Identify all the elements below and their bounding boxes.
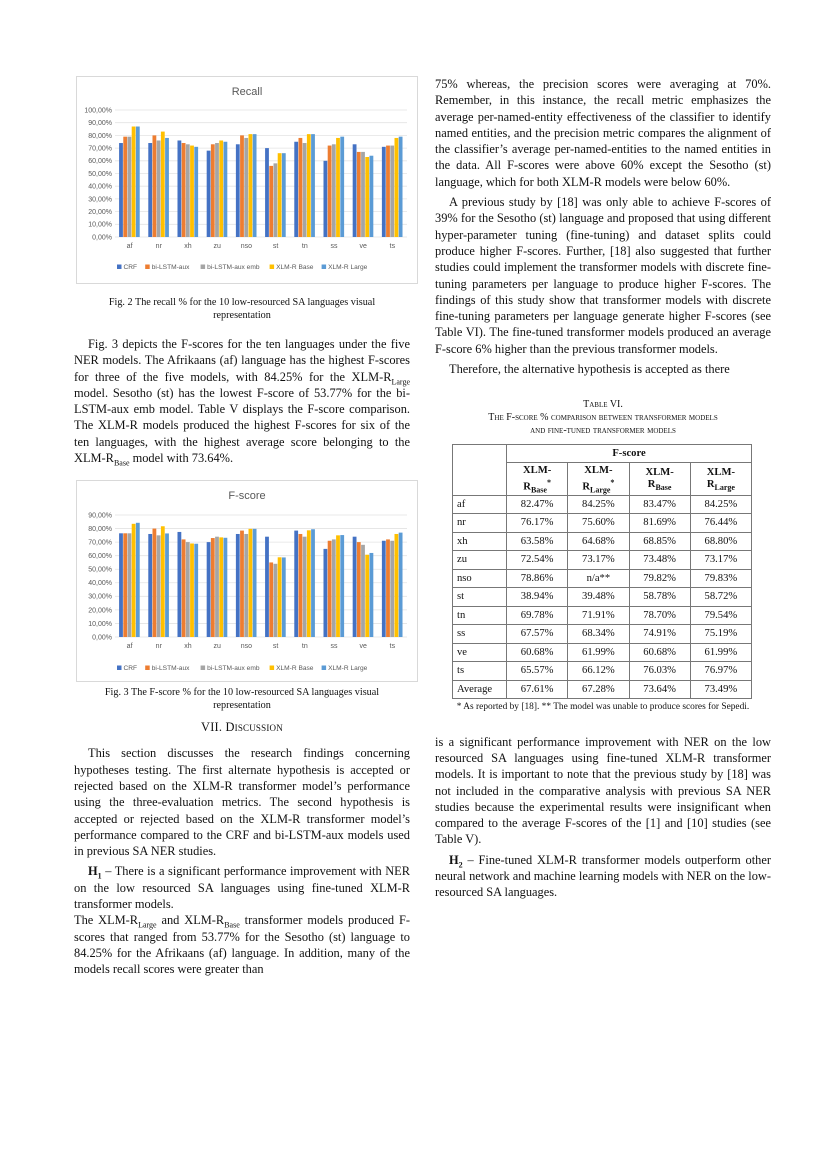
x-tick-label: af bbox=[126, 643, 133, 651]
bar-crf-af bbox=[119, 143, 123, 237]
bar-crf-tn bbox=[294, 142, 298, 237]
bar-xlm-r-large-ts bbox=[399, 137, 403, 237]
score-cell: 72.54% bbox=[507, 551, 568, 570]
score-cell: 76.17% bbox=[507, 514, 568, 533]
bar-crf-ve bbox=[353, 537, 357, 637]
bar-xlm-r-base-zu bbox=[219, 538, 223, 638]
bar-xlm-r-base-nso bbox=[249, 529, 253, 637]
y-tick-label: 80,00% bbox=[88, 132, 112, 140]
score-cell: 60.68% bbox=[507, 643, 568, 662]
bar-xlm-r-large-ss bbox=[340, 535, 344, 637]
bar-bi-lstm-aux-af bbox=[123, 137, 127, 237]
score-cell: 60.68% bbox=[629, 643, 690, 662]
bar-xlm-r-large-nr bbox=[165, 138, 169, 237]
f-score-range-paragraph bbox=[74, 912, 410, 977]
bar-xlm-r-base-ss bbox=[336, 536, 340, 638]
chart-title: F-score bbox=[228, 490, 266, 503]
bar-bi-lstm-aux-emb-ss bbox=[332, 144, 336, 237]
x-tick-label: ve bbox=[359, 243, 367, 250]
bar-xlm-r-base-ss bbox=[336, 138, 340, 237]
recall-chart-svg bbox=[77, 77, 417, 283]
legend-swatch bbox=[201, 265, 206, 270]
language-cell: st bbox=[453, 588, 507, 607]
subscript: Base bbox=[530, 485, 547, 495]
language-cell: nso bbox=[453, 569, 507, 588]
bar-crf-ts bbox=[382, 541, 386, 637]
x-tick-label: ts bbox=[389, 243, 396, 250]
bar-bi-lstm-aux-ss bbox=[328, 146, 332, 237]
table-group-header-row bbox=[453, 445, 752, 463]
y-tick-label: 70,00% bbox=[88, 539, 112, 547]
bar-crf-st bbox=[265, 537, 269, 637]
y-tick-label: 100,00% bbox=[84, 107, 112, 115]
table-row bbox=[453, 551, 752, 570]
score-cell: 67.57% bbox=[507, 625, 568, 644]
bar-bi-lstm-aux-zu bbox=[211, 144, 215, 237]
subscript: Large bbox=[589, 485, 611, 495]
x-tick-label: st bbox=[272, 643, 279, 651]
score-cell: 58.78% bbox=[629, 588, 690, 607]
bar-crf-ss bbox=[323, 161, 327, 237]
y-tick-label: 50,00% bbox=[88, 566, 112, 574]
x-tick-label: zu bbox=[213, 243, 221, 250]
column-header bbox=[507, 463, 568, 496]
column-header bbox=[690, 463, 751, 496]
language-cell: tn bbox=[453, 606, 507, 625]
score-cell: 79.83% bbox=[690, 569, 751, 588]
bar-bi-lstm-aux-ts bbox=[386, 540, 390, 638]
score-cell: 38.94% bbox=[507, 588, 568, 607]
bar-crf-ve bbox=[353, 144, 357, 237]
legend-swatch bbox=[201, 666, 206, 671]
bar-xlm-r-base-nr bbox=[161, 132, 165, 237]
recall-chart bbox=[76, 76, 418, 284]
x-tick-label: nso bbox=[240, 243, 253, 250]
language-cell: af bbox=[453, 495, 507, 514]
language-cell: nr bbox=[453, 514, 507, 533]
score-cell: 68.80% bbox=[690, 532, 751, 551]
bar-crf-ts bbox=[382, 147, 386, 237]
x-tick-label: st bbox=[272, 243, 279, 250]
score-cell: 66.12% bbox=[568, 662, 629, 681]
score-cell: 78.86% bbox=[507, 569, 568, 588]
language-cell: zu bbox=[453, 551, 507, 570]
x-tick-label: ve bbox=[359, 643, 367, 651]
footnote-mark: * bbox=[610, 477, 615, 487]
table-column-header-row bbox=[453, 463, 752, 496]
bar-xlm-r-large-xh bbox=[194, 544, 198, 637]
column-header-text: XLM- bbox=[584, 465, 613, 477]
recall-precision-paragraph: 75% whereas, the precision scores were averaging at 70%. Remember, in this instance, the recall metric emphasizes the average per-named-entity effectiveness of the classifier to identify named entities, and the precision metric compares the alignment of the classifier’s average per-named-entities to the named entities in the data. All F-scores were above 60% except the Sesotho (st) language, which for both XLM-R models were below 60%. bbox=[435, 77, 771, 189]
text-run: – Fine-tuned XLM-R transformer models outperform other neural network and machine learning models with NER on the low-resourced SA languages. bbox=[435, 852, 771, 900]
subscript: Large bbox=[138, 920, 157, 930]
legend-swatch bbox=[270, 666, 275, 671]
score-cell: 83.47% bbox=[629, 495, 690, 514]
left-column bbox=[74, 76, 410, 978]
legend-swatch bbox=[117, 265, 122, 270]
bar-crf-ss bbox=[323, 549, 327, 637]
score-cell: 76.03% bbox=[629, 662, 690, 681]
score-cell: 75.19% bbox=[690, 625, 751, 644]
right-column bbox=[435, 76, 771, 901]
score-cell: 75.60% bbox=[568, 514, 629, 533]
y-tick-label: 0,00% bbox=[92, 234, 112, 242]
bar-bi-lstm-aux-tn bbox=[298, 534, 302, 637]
bar-xlm-r-large-st bbox=[282, 558, 286, 638]
section-number: VII. bbox=[201, 720, 223, 735]
table-row bbox=[453, 643, 752, 662]
language-cell: ss bbox=[453, 625, 507, 644]
score-cell: 73.49% bbox=[690, 680, 751, 699]
bar-xlm-r-large-ve bbox=[370, 553, 374, 637]
legend-entry: bi-LSTM-aux bbox=[151, 264, 190, 271]
bar-bi-lstm-aux-emb-af bbox=[127, 534, 131, 638]
score-cell: 73.17% bbox=[568, 551, 629, 570]
bar-bi-lstm-aux-emb-ss bbox=[332, 540, 336, 638]
language-cell: Average bbox=[453, 680, 507, 699]
bar-xlm-r-base-nr bbox=[161, 527, 165, 638]
x-tick-label: tn bbox=[301, 643, 308, 651]
score-cell: 61.99% bbox=[568, 643, 629, 662]
subscript: 2 bbox=[458, 860, 463, 870]
score-cell: 78.70% bbox=[629, 606, 690, 625]
bar-bi-lstm-aux-ss bbox=[328, 541, 332, 637]
column-header-text: XLM- bbox=[523, 465, 552, 477]
table-row bbox=[453, 588, 752, 607]
table-corner-cell bbox=[453, 445, 507, 463]
bar-bi-lstm-aux-af bbox=[123, 534, 127, 638]
bar-bi-lstm-aux-emb-ts bbox=[390, 541, 394, 637]
text-run: and XLM-R bbox=[156, 913, 225, 928]
legend-entry: CRF bbox=[123, 665, 138, 673]
subscript: Large bbox=[714, 483, 735, 492]
subscript: Base bbox=[224, 920, 240, 930]
bar-crf-af bbox=[119, 534, 123, 638]
bar-bi-lstm-aux-emb-zu bbox=[215, 143, 219, 237]
table-body bbox=[453, 495, 752, 699]
y-tick-label: 80,00% bbox=[88, 526, 112, 534]
fig2-caption: Fig. 2 The recall % for the 10 low-resourced SA languages visual representation bbox=[108, 297, 376, 321]
bar-xlm-r-base-st bbox=[278, 153, 282, 237]
score-cell: 73.48% bbox=[629, 551, 690, 570]
subscript: 1 bbox=[97, 871, 102, 881]
y-tick-label: 30,00% bbox=[88, 594, 112, 602]
bar-bi-lstm-aux-ve bbox=[357, 152, 361, 237]
bar-bi-lstm-aux-emb-ve bbox=[361, 545, 365, 637]
table-title-line-2: and fine-tuned transformer models bbox=[530, 424, 676, 436]
x-tick-label: ss bbox=[330, 643, 338, 651]
x-tick-label: ts bbox=[389, 643, 396, 651]
bar-crf-nso bbox=[236, 534, 240, 637]
hypothesis-label: H bbox=[88, 864, 98, 879]
x-tick-label: xh bbox=[184, 643, 192, 651]
bar-xlm-r-large-ts bbox=[399, 533, 403, 637]
hypothesis-accepted-paragraph: Therefore, the alternative hypothesis is accepted as there bbox=[449, 362, 730, 377]
table-row bbox=[453, 680, 752, 699]
x-tick-label: zu bbox=[213, 643, 221, 651]
bar-bi-lstm-aux-emb-zu bbox=[215, 537, 219, 637]
score-cell: 74.91% bbox=[629, 625, 690, 644]
hypothesis-label: H bbox=[449, 852, 459, 867]
table-row bbox=[453, 514, 752, 533]
score-cell: 71.91% bbox=[568, 606, 629, 625]
bar-bi-lstm-aux-emb-st bbox=[273, 163, 277, 237]
column-header-text: XLM- bbox=[706, 467, 735, 479]
text-run: model. Sesotho (st) has the lowest F-score of 53.77% for the bi-LSTM-aux emb model. Table V displays the F-score comparison. The XLM-R models produced the highest F-scores for six of the ten languages, with the highest average score belonging to the XLM-R bbox=[74, 385, 410, 466]
text-run: Fig. 3 depicts the F-scores for the ten languages under the five NER models. The Afrikaans (af) language has the highest F-scores for three of the five models, with 84.25% for the XLM-R bbox=[74, 337, 410, 384]
fscore-chart bbox=[76, 480, 418, 682]
bar-bi-lstm-aux-nso bbox=[240, 135, 244, 237]
bar-bi-lstm-aux-ts bbox=[386, 146, 390, 237]
score-cell: 82.47% bbox=[507, 495, 568, 514]
previous-study-paragraph: A previous study by [18] was only able to achieve F-scores of 39% for the Sesotho (st) language and proposed that using different hyper-parameter tuning (fine-tuning) and dataset splits could produce higher F-scores. Further, [18] also suggested that further studies could implement the transformer models with discrete fine-tuning parameters per language to produce higher F-scores. The findings of this study show that transformer models with discrete fine-tuning parameters per language generate higher F-scores (see Table VI). The fine-tuned transformer models produced an average F-score 6% higher than the previous transformer models. bbox=[435, 195, 771, 356]
table-row bbox=[453, 532, 752, 551]
y-tick-label: 60,00% bbox=[88, 158, 112, 166]
footnote-mark: * bbox=[546, 477, 551, 487]
x-tick-label: nr bbox=[155, 243, 162, 250]
bar-bi-lstm-aux-emb-nso bbox=[244, 534, 248, 637]
legend-swatch bbox=[270, 265, 275, 270]
score-cell: 67.61% bbox=[507, 680, 568, 699]
fscore-chart-svg bbox=[77, 481, 417, 681]
fscore-comparison-table bbox=[452, 444, 752, 699]
bar-xlm-r-large-tn bbox=[311, 134, 315, 237]
bar-xlm-r-large-af bbox=[136, 523, 140, 637]
x-tick-label: tn bbox=[301, 243, 308, 250]
bar-xlm-r-base-ts bbox=[395, 138, 399, 237]
bar-crf-zu bbox=[207, 151, 211, 237]
bar-crf-nr bbox=[148, 534, 152, 637]
discussion-paragraph: This section discusses the research findings concerning hypotheses testing. The first alternate hypothesis is accepted or rejected based on the XLM-R transformer model’s performance using the three-evaluation metrics. The second hypothesis is accepted or rejected based on the XLM-R transformer model’s performance compared to the CRF and bi-LSTM-aux models used in previous SA NER studies. bbox=[74, 746, 410, 859]
bar-crf-st bbox=[265, 148, 269, 237]
bar-bi-lstm-aux-emb-xh bbox=[186, 542, 190, 637]
bar-xlm-r-base-nso bbox=[249, 134, 253, 237]
score-cell: 68.85% bbox=[629, 532, 690, 551]
section-title: Discussion bbox=[225, 720, 283, 735]
bar-xlm-r-large-ve bbox=[370, 156, 374, 237]
legend-entry: XLM-R Base bbox=[276, 665, 314, 673]
table-row bbox=[453, 495, 752, 514]
bar-bi-lstm-aux-tn bbox=[298, 138, 302, 237]
column-header bbox=[568, 463, 629, 496]
bar-bi-lstm-aux-nr bbox=[152, 135, 156, 237]
bar-bi-lstm-aux-st bbox=[269, 166, 273, 237]
table-row bbox=[453, 606, 752, 625]
x-tick-label: ss bbox=[330, 243, 338, 250]
score-cell: 61.99% bbox=[690, 643, 751, 662]
score-cell: 84.25% bbox=[568, 495, 629, 514]
text-run: – There is a significant performance improvement with NER on the low resourced SA languages using fine-tuned XLM-R transformer models. bbox=[74, 864, 410, 912]
bar-bi-lstm-aux-emb-nr bbox=[157, 536, 161, 638]
bar-bi-lstm-aux-ve bbox=[357, 542, 361, 637]
bar-bi-lstm-aux-emb-ve bbox=[361, 152, 365, 237]
bar-crf-zu bbox=[207, 542, 211, 637]
bar-xlm-r-base-tn bbox=[307, 134, 311, 237]
legend-entry: XLM-R Large bbox=[328, 264, 368, 271]
bar-xlm-r-large-nso bbox=[253, 529, 257, 637]
bar-xlm-r-base-st bbox=[278, 558, 282, 638]
score-cell: 67.28% bbox=[568, 680, 629, 699]
bar-bi-lstm-aux-emb-ts bbox=[390, 146, 394, 237]
y-tick-label: 60,00% bbox=[88, 553, 112, 561]
score-cell: 84.25% bbox=[690, 495, 751, 514]
bar-bi-lstm-aux-emb-tn bbox=[303, 537, 307, 637]
column-header-text: R bbox=[523, 481, 531, 493]
bar-bi-lstm-aux-emb-tn bbox=[303, 143, 307, 237]
column-header-text: XLM- bbox=[645, 467, 674, 479]
y-tick-label: 20,00% bbox=[88, 607, 112, 615]
y-tick-label: 10,00% bbox=[88, 621, 112, 629]
bar-xlm-r-base-af bbox=[132, 524, 136, 637]
table-6-block bbox=[435, 399, 771, 713]
score-cell: 39.48% bbox=[568, 588, 629, 607]
bar-xlm-r-large-af bbox=[136, 127, 140, 237]
bar-xlm-r-base-zu bbox=[219, 140, 223, 237]
bar-xlm-r-base-tn bbox=[307, 531, 311, 638]
score-cell: n/a** bbox=[568, 569, 629, 588]
legend-entry: CRF bbox=[123, 264, 138, 271]
bar-bi-lstm-aux-emb-xh bbox=[186, 144, 190, 237]
chart-title: Recall bbox=[231, 86, 263, 98]
bar-xlm-r-base-ve bbox=[365, 157, 369, 237]
column-header-text: R bbox=[706, 478, 715, 490]
bar-bi-lstm-aux-emb-nso bbox=[244, 138, 248, 237]
bar-bi-lstm-aux-nso bbox=[240, 531, 244, 637]
text-run: model with 73.64%. bbox=[129, 451, 234, 466]
score-cell: 79.82% bbox=[629, 569, 690, 588]
legend-swatch bbox=[145, 666, 150, 671]
language-cell: ve bbox=[453, 643, 507, 662]
y-tick-label: 90,00% bbox=[88, 512, 112, 520]
table-row bbox=[453, 625, 752, 644]
y-tick-label: 10,00% bbox=[88, 221, 112, 229]
bar-crf-xh bbox=[177, 140, 181, 237]
table-title-line-1: The F-score % comparison between transformer models bbox=[488, 411, 718, 423]
y-tick-label: 50,00% bbox=[88, 170, 112, 178]
table-row bbox=[453, 662, 752, 681]
legend-swatch bbox=[145, 265, 150, 270]
column-header-text: R bbox=[582, 481, 590, 493]
score-cell: 64.68% bbox=[568, 532, 629, 551]
legend-swatch bbox=[117, 666, 122, 671]
score-cell: 69.78% bbox=[507, 606, 568, 625]
section-heading bbox=[74, 720, 410, 735]
subscript: Base bbox=[113, 458, 130, 468]
bar-xlm-r-base-af bbox=[132, 127, 136, 237]
significance-paragraph: is a significant performance improvement with NER on the low resourced SA languages using fine-tuned XLM-R transformer models. It is important to note that the previous study by [18] was not included in the comparative analysis with previous SA NER studies because the experimental results were insignificant when compared to the average F-scores of the [1] and [10] studies (see Table V). bbox=[435, 734, 771, 847]
fig3-caption: Fig. 3 The F-score % for the 10 low-resourced SA languages visual representation bbox=[104, 687, 380, 712]
bar-xlm-r-large-zu bbox=[224, 538, 228, 637]
text-run: transformer models produced F-scores that ranged from 53.77% for the Sesotho (st) language to 84.25% for the Afrikaans (af) language. In addition, many of the models recall scores were greater than bbox=[74, 913, 410, 977]
bar-xlm-r-base-xh bbox=[190, 544, 194, 638]
language-cell: ts bbox=[453, 662, 507, 681]
bar-bi-lstm-aux-nr bbox=[152, 529, 156, 637]
legend-swatch bbox=[322, 265, 327, 270]
y-tick-label: 40,00% bbox=[88, 580, 112, 588]
fig3-description-paragraph bbox=[74, 336, 410, 466]
score-cell: 58.72% bbox=[690, 588, 751, 607]
y-tick-label: 90,00% bbox=[88, 120, 112, 128]
column-header bbox=[629, 463, 690, 496]
score-cell: 76.44% bbox=[690, 514, 751, 533]
legend-entry: bi-LSTM-aux emb bbox=[207, 665, 260, 673]
score-cell: 68.34% bbox=[568, 625, 629, 644]
subscript: Base bbox=[655, 483, 672, 492]
bar-bi-lstm-aux-emb-st bbox=[273, 564, 277, 637]
legend-entry: bi-LSTM-aux bbox=[151, 665, 190, 673]
score-cell: 73.17% bbox=[690, 551, 751, 570]
bar-crf-tn bbox=[294, 531, 298, 637]
legend-entry: bi-LSTM-aux emb bbox=[207, 264, 260, 271]
score-cell: 81.69% bbox=[629, 514, 690, 533]
score-cell: 79.54% bbox=[690, 606, 751, 625]
bar-xlm-r-large-xh bbox=[194, 147, 198, 237]
legend-swatch bbox=[322, 666, 327, 671]
bar-bi-lstm-aux-emb-nr bbox=[157, 140, 161, 237]
y-tick-label: 30,00% bbox=[88, 196, 112, 204]
bar-crf-nso bbox=[236, 144, 240, 237]
bar-xlm-r-base-ve bbox=[365, 555, 369, 637]
x-tick-label: af bbox=[126, 243, 133, 250]
bar-bi-lstm-aux-xh bbox=[182, 540, 186, 638]
y-tick-label: 20,00% bbox=[88, 209, 112, 216]
score-cell: 65.57% bbox=[507, 662, 568, 681]
legend-entry: XLM-R Large bbox=[328, 665, 368, 673]
bar-bi-lstm-aux-zu bbox=[211, 538, 215, 637]
legend-entry: XLM-R Base bbox=[276, 264, 314, 271]
y-tick-label: 40,00% bbox=[88, 183, 112, 191]
table-row bbox=[453, 569, 752, 588]
subscript: Large bbox=[391, 377, 410, 387]
bar-xlm-r-large-nr bbox=[165, 534, 169, 638]
bar-xlm-r-large-ss bbox=[340, 137, 344, 237]
bar-xlm-r-large-st bbox=[282, 153, 286, 237]
hypothesis-2 bbox=[435, 852, 771, 901]
bar-xlm-r-large-tn bbox=[311, 530, 315, 638]
bar-bi-lstm-aux-emb-af bbox=[127, 137, 131, 237]
table-number: Table VI. bbox=[583, 399, 623, 411]
bar-xlm-r-large-nso bbox=[253, 134, 257, 237]
x-tick-label: nr bbox=[155, 643, 162, 651]
bar-xlm-r-base-ts bbox=[395, 534, 399, 637]
y-tick-label: 70,00% bbox=[88, 145, 112, 153]
score-cell: 73.64% bbox=[629, 680, 690, 699]
fscore-group-header: F-score bbox=[507, 445, 752, 463]
language-cell: xh bbox=[453, 532, 507, 551]
x-tick-label: xh bbox=[184, 243, 192, 250]
score-cell: 63.58% bbox=[507, 532, 568, 551]
score-cell: 76.97% bbox=[690, 662, 751, 681]
text-run: The XLM-R bbox=[74, 913, 139, 928]
bar-xlm-r-large-zu bbox=[224, 142, 228, 237]
y-tick-label: 0,00% bbox=[92, 634, 112, 642]
bar-bi-lstm-aux-xh bbox=[182, 143, 186, 237]
table-note: * As reported by [18]. ** The model was unable to produce scores for Sepedi. bbox=[456, 702, 750, 713]
hypothesis-1 bbox=[74, 863, 410, 912]
bar-bi-lstm-aux-st bbox=[269, 563, 273, 638]
x-tick-label: nso bbox=[240, 643, 253, 651]
table-corner-cell bbox=[453, 463, 507, 496]
bar-crf-nr bbox=[148, 143, 152, 237]
bar-crf-xh bbox=[177, 532, 181, 637]
bar-xlm-r-base-xh bbox=[190, 146, 194, 237]
column-header-text: R bbox=[647, 478, 656, 490]
